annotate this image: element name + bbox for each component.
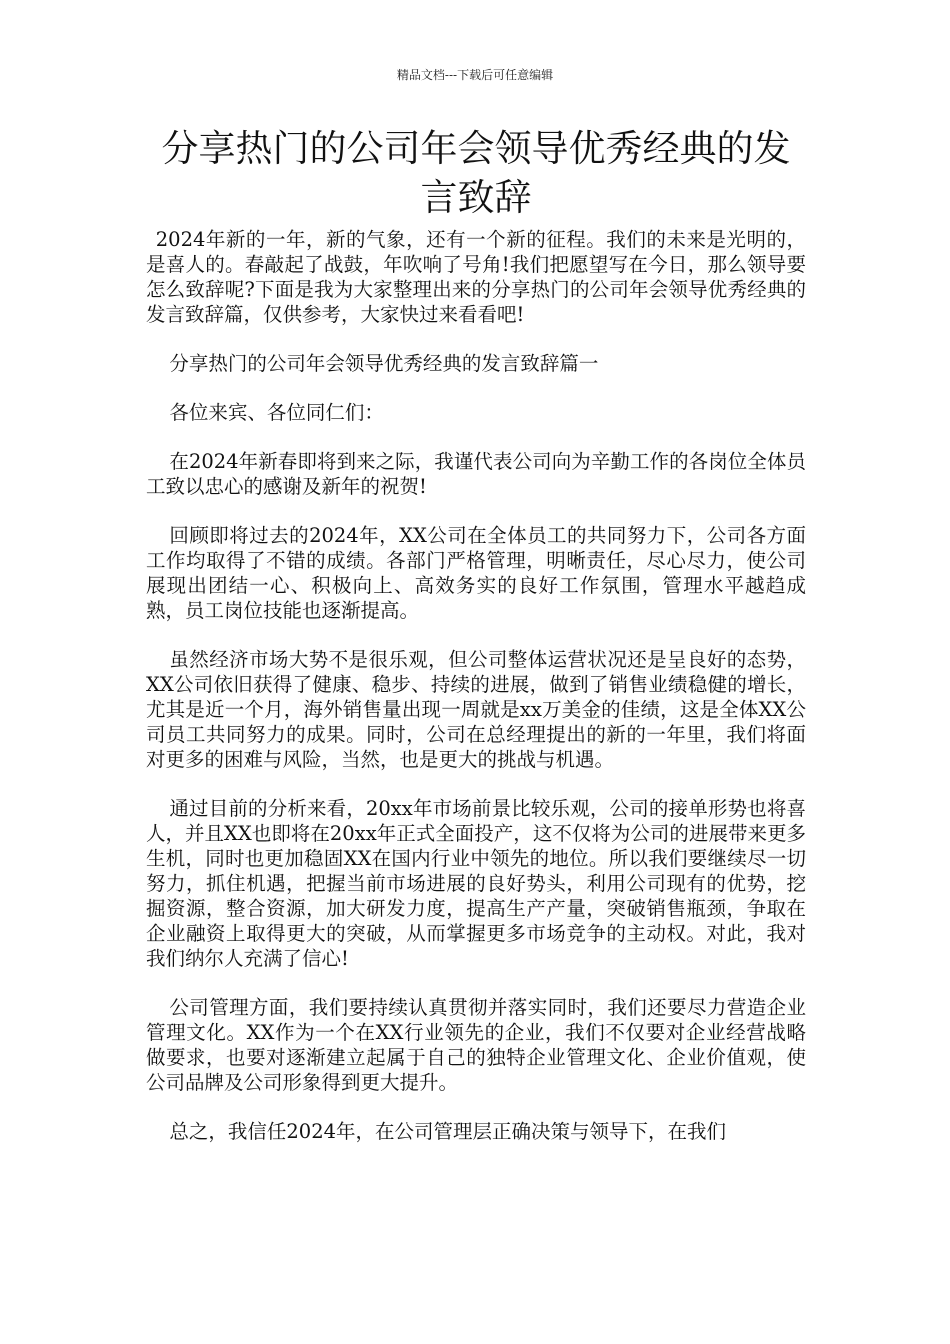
salutation: 各位来宾、各位同仁们： — [169, 401, 384, 424]
intro-paragraph: 2024年新的一年，新的气象，还有一个新的征程。我们的未来是光明的，是喜人的。春敲起了战鼓，年吹响了号角!我们把愿望写在今日，那么领导要怎么致辞呢?下面是我为大家整理出来的分享热门的公司年会领导优秀经典的发言致辞篇，仅供参考，大家快过来看看吧! — [146, 228, 806, 326]
document-body — [146, 227, 806, 1168]
body-paragraph: 公司管理方面，我们要持续认真贯彻并落实同时，我们还要尽力营造企业管理文化。XX作为一个在XX行业领先的企业，我们不仅要对企业经营战略做要求，也要对逐渐建立起属于自己的独特企业管理文化、企业价值观，使公司品牌及公司形象得到更大提升。 — [146, 996, 806, 1094]
body-paragraph: 通过目前的分析来看，20xx年市场前景比较乐观，公司的接单形势也将喜人，并且XX也即将在20xx年正式全面投产，这不仅将为公司的进展带来更多生机，同时也更加稳固XX在国内行业中领先的地位。所以我们要继续尽一切努力，抓住机遇，把握当前市场进展的良好势头，利用公司现有的优势，挖掘资源，整合资源，加大研发力度，提高生产产量，突破销售瓶颈，争取在企业融资上取得更大的突破，从而掌握更多市场竞争的主动权。对此，我对我们纳尔人充满了信心! — [146, 797, 806, 970]
body-paragraph: 在2024年新春即将到来之际，我谨代表公司向为辛勤工作的各岗位全体员工致以忠心的感谢及新年的祝贺! — [146, 450, 806, 498]
document-title: 分享热门的公司年会领导优秀经典的发言致辞 — [161, 127, 791, 219]
section-heading: 分享热门的公司年会领导优秀经典的发言致辞篇一 — [169, 352, 599, 375]
body-paragraph: 虽然经济市场大势不是很乐观，但公司整体运营状况还是呈良好的态势，XX公司依旧获得了健康、稳步、持续的进展，做到了销售业绩稳健的增长，尤其是近一个月，海外销售量出现一周就是xx万美金的佳绩，这是全体XX公司员工共同努力的成果。同时，公司在总经理提出的新的一年里，我们将面对更多的困难与风险，当然，也是更大的挑战与机遇。 — [146, 648, 806, 771]
body-paragraph: 回顾即将过去的2024年，XX公司在全体员工的共同努力下，公司各方面工作均取得了不错的成绩。各部门严格管理，明晰责任，尽心尽力，使公司展现出团结一心、积极向上、高效务实的良好工作氛围，管理水平越趋成熟，员工岗位技能也逐渐提高。 — [146, 524, 806, 622]
body-paragraph: 总之，我信任2024年，在公司管理层正确决策与领导下，在我们 — [169, 1120, 727, 1143]
page-header: 精品文档---下载后可任意编辑 — [396, 68, 554, 82]
